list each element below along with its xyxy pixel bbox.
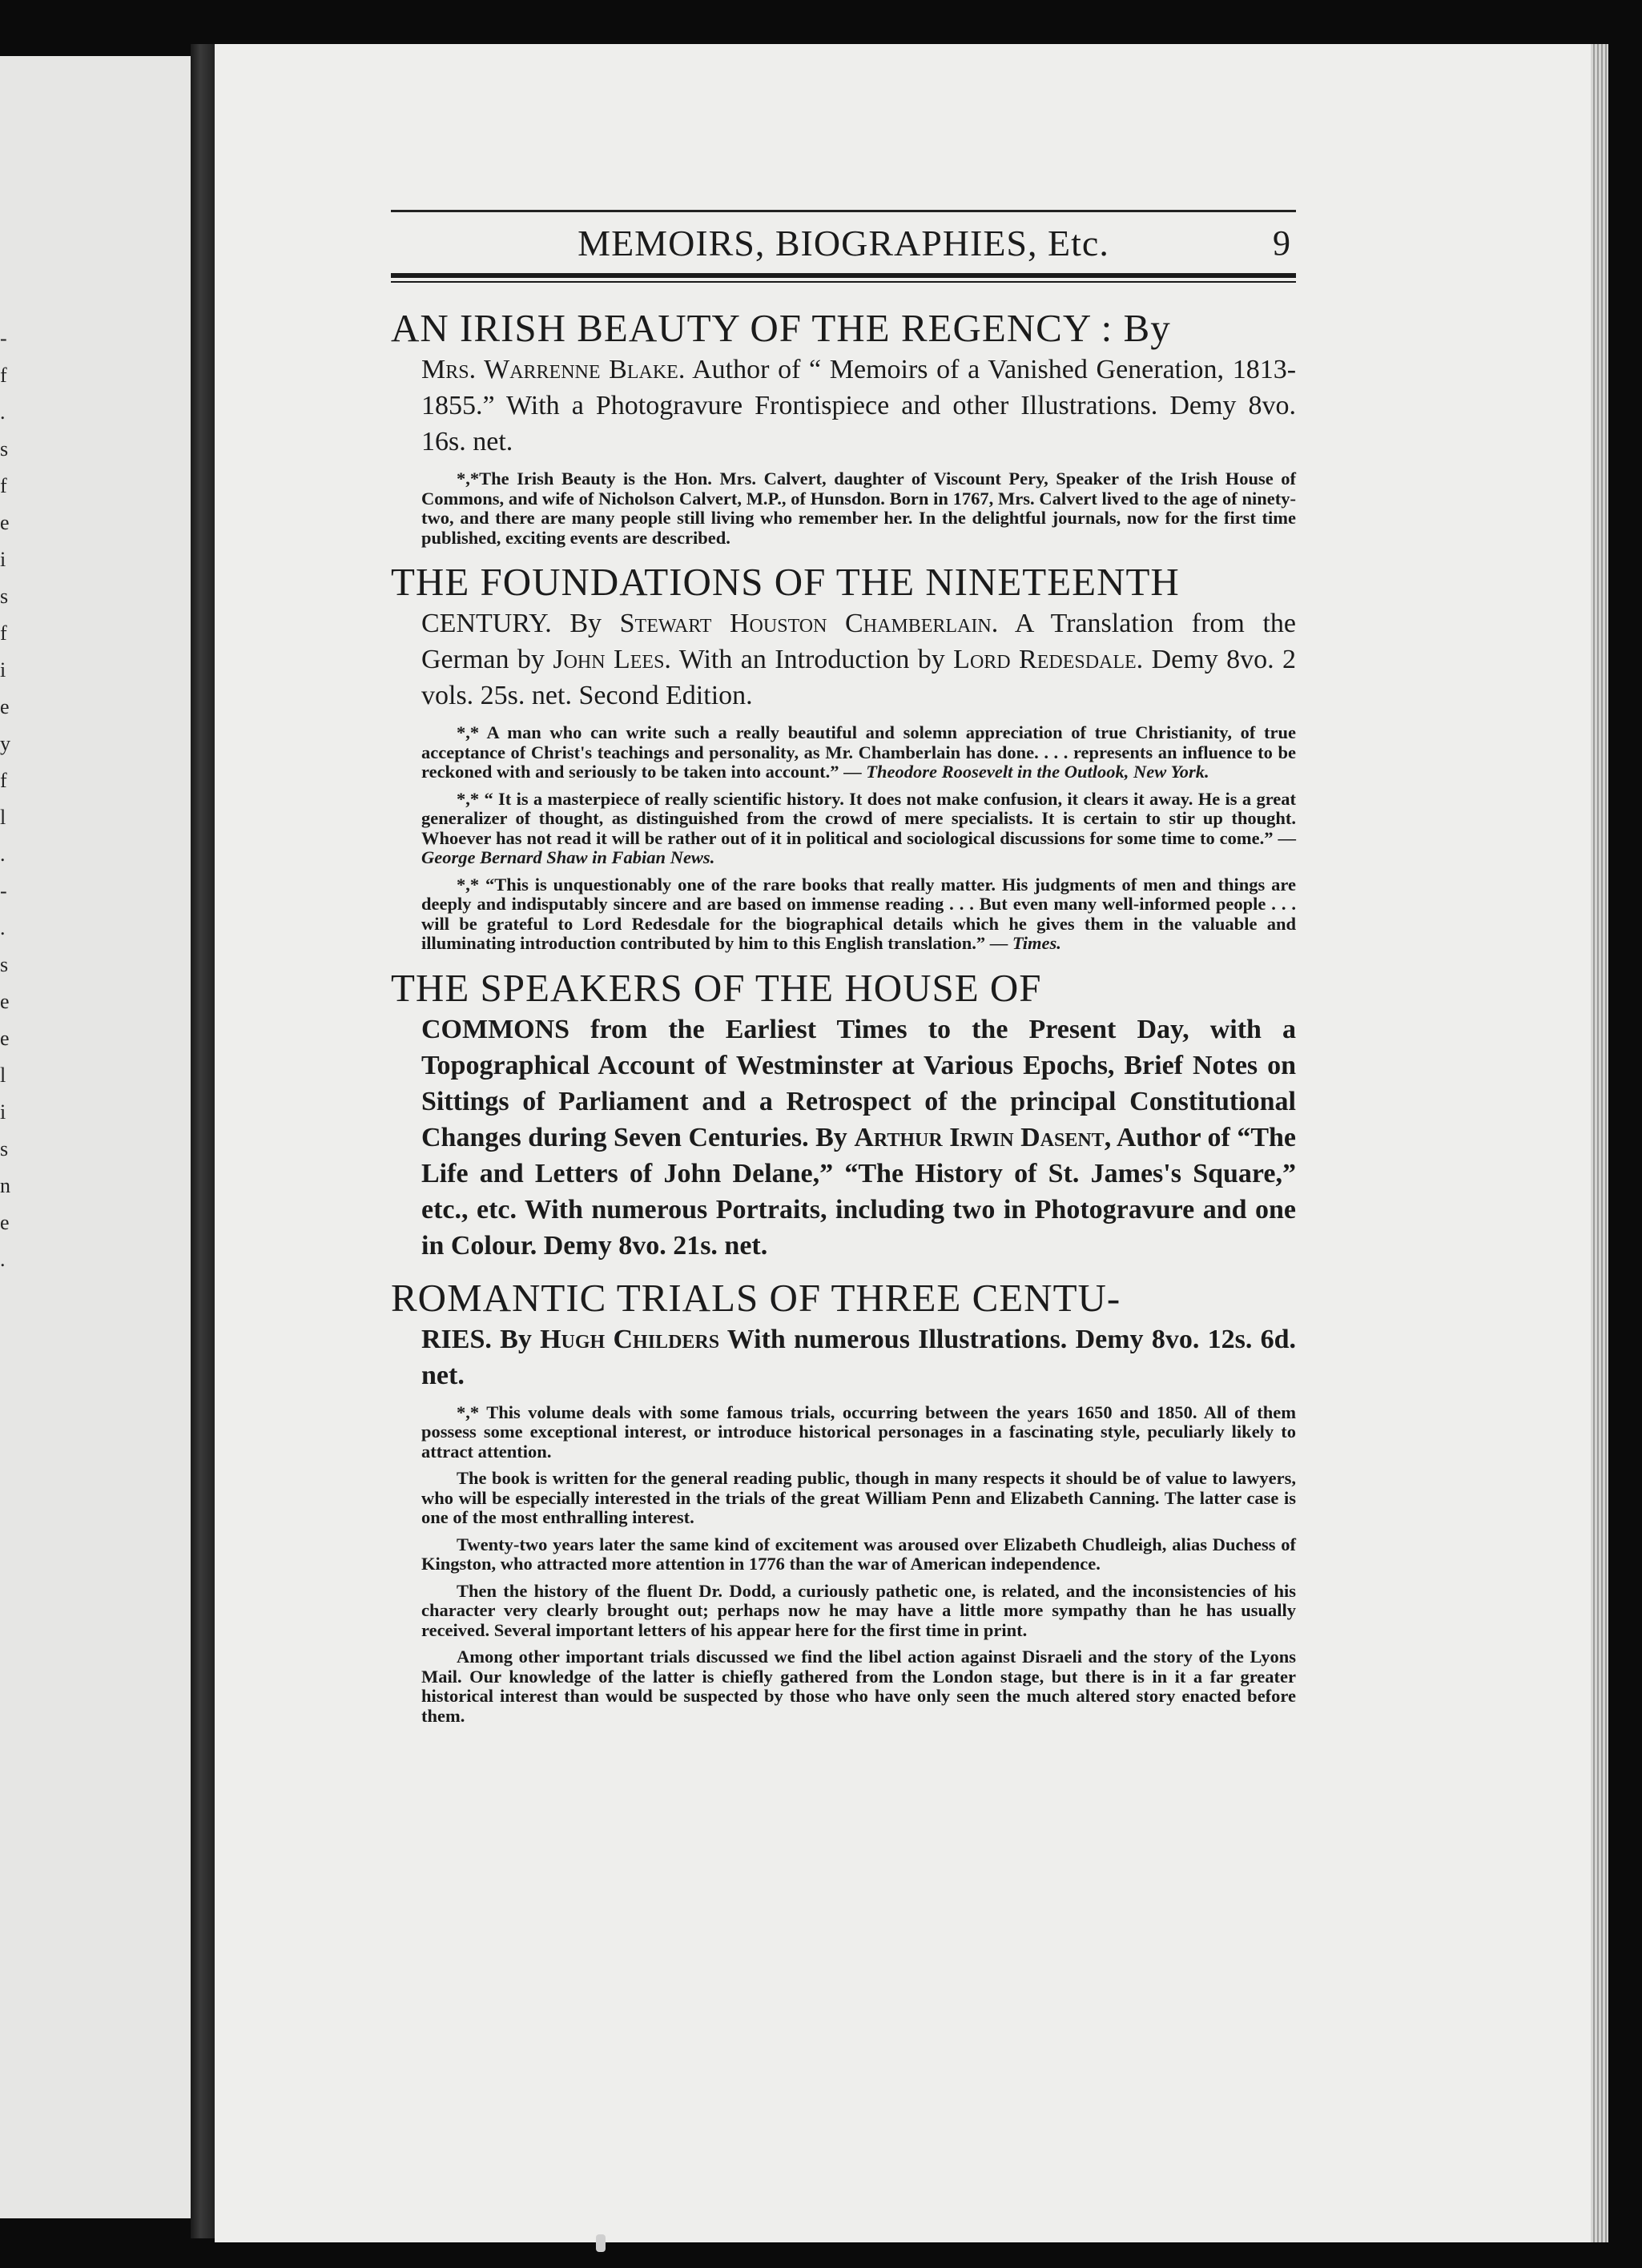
book-details: With numerous Illustrations. Demy 8vo. 12s. 6d. net. — [421, 1324, 1297, 1390]
author-name: Hugh Childers — [540, 1324, 720, 1354]
margin-char: . — [0, 400, 6, 424]
margin-char: f — [0, 621, 7, 645]
margin-char: y — [0, 732, 10, 755]
margin-char: i — [0, 658, 6, 682]
book-details: Demy 8vo. 2 vols. 25s. net. Second Edition. — [421, 645, 1297, 710]
book-details: A Translation from the German by — [421, 609, 1296, 674]
previous-page-edge — [0, 56, 191, 2218]
margin-char: e — [0, 1211, 10, 1234]
quote-attribution: George Bernard Shaw in Fabian News. — [421, 847, 715, 867]
book-details: Author of “ Memoirs of a Vanished Generation, 1813-1855.” With a Photogravure Frontispiece and other Illustrations. Demy 8vo. 16s. net. — [421, 355, 1297, 456]
note-paragraph — [421, 1469, 1296, 1528]
margin-char: f — [0, 474, 7, 497]
note-text: *,*The Irish Beauty is the Hon. Mrs. Calvert, daughter of Viscount Pery, Speaker of the Irish House of Commons, and wife of Nicholson Calvert, M.P., of Hunsdon. Born in 1767, Mrs. Calvert lived to the age of ninety-two, and there are many people still living who remember her. In the delightful journals, now for the first time published, exciting events are described. — [421, 468, 1296, 548]
note-text: The book is written for the general reading public, though in many respects it should be of value to lawyers, who will be especially interested in the trials of the great William Penn and Elizabeth Canning. The latter case is one of the most enthralling interest. — [421, 1468, 1296, 1527]
review-quote — [421, 875, 1296, 954]
margin-char: s — [0, 953, 9, 976]
book-title: THE FOUNDATIONS OF THE NINETEENTH — [391, 560, 1180, 604]
book-entry-speakers — [391, 965, 1296, 1264]
introducer-name: Lord Redesdale. — [953, 645, 1144, 674]
margin-char: . — [0, 916, 6, 939]
margin-char: s — [0, 437, 9, 460]
book-details: RIES. By — [421, 1324, 532, 1354]
previous-page-margin-text — [0, 320, 24, 1278]
running-head — [391, 219, 1296, 268]
quote-text: *,* “ It is a masterpiece of really scientific history. It does not make confusion, it clears it away. He is a great generalizer of thought, as distinguished from the crowd of mere specialists. It is certain to stir up thought. Whoever has not read it will be rather out of it in political and sociological discussions for some time to come.” — — [421, 788, 1296, 848]
book-description — [391, 1011, 1296, 1264]
book-notes — [391, 1403, 1296, 1727]
book-details: With an Introduction by — [678, 645, 945, 674]
note-text: Then the history of the fluent Dr. Dodd, a curiously pathetic one, is related, and the inconsistencies of his character very clearly brought out; perhaps now he may have a little more sympathy than he has usually received. Several important letters of his appear here for the first time in print. — [421, 1580, 1296, 1640]
note-paragraph — [421, 1403, 1296, 1462]
book-notes — [391, 469, 1296, 548]
book-gutter — [191, 44, 215, 2238]
page-stack-edge — [1591, 44, 1608, 2242]
margin-char: s — [0, 585, 9, 608]
author-name: Stewart Houston Chamberlain. — [619, 609, 999, 638]
review-quote — [421, 790, 1296, 868]
margin-char: f — [0, 769, 7, 792]
quote-attribution: Theodore Roosevelt in the Outlook, New York. — [866, 762, 1209, 782]
book-description — [391, 1321, 1296, 1393]
book-details: COMMONS from the Earliest Times to the Present Day, with a Topographical Account of Westminster at Various Epochs, Brief Notes on Sittings of Parliament and a Retrospect of the principal Constitutional Changes during Seven Centuries. By — [421, 1014, 1296, 1152]
margin-char: . — [0, 1248, 6, 1271]
right-border — [1608, 44, 1642, 2242]
book-title: AN IRISH BEAUTY OF THE REGENCY : By — [391, 306, 1171, 350]
margin-char: - — [0, 879, 7, 903]
note-paragraph — [421, 1582, 1296, 1641]
book-details: CENTURY. By — [421, 609, 602, 638]
margin-char: s — [0, 1137, 9, 1160]
note-paragraph — [421, 1535, 1296, 1574]
book-title: THE SPEAKERS OF THE HOUSE OF — [391, 965, 1042, 1010]
header-rule-thick — [391, 273, 1296, 278]
note-paragraph — [421, 1647, 1296, 1726]
note-paragraph — [421, 469, 1296, 548]
review-quote — [421, 723, 1296, 782]
margin-char: e — [0, 990, 10, 1013]
margin-char: e — [0, 511, 10, 534]
margin-char: l — [0, 806, 6, 829]
header-rule-thin — [391, 281, 1296, 283]
margin-char: e — [0, 695, 10, 718]
header-rule-top — [391, 210, 1296, 212]
quote-attribution: Times. — [1012, 933, 1061, 953]
note-text: Twenty-two years later the same kind of excitement was aroused over Elizabeth Chudleigh, alias Duchess of Kingston, who attracted more attention in 1776 than the war of American independence. — [421, 1534, 1296, 1574]
margin-char: i — [0, 548, 6, 571]
book-details: Author of “The Life and Letters of John Delane,” “The History of St. James's Square,” etc., etc. With numerous Portraits, including two in Photogravure and one in Colour. Demy 8vo. 21s. net. — [421, 1122, 1297, 1261]
quote-text: *,* “This is unquestionably one of the rare books that really matter. His judgments of men and things are deeply and indisputably sincere and are based on immense reading . . . But even many well-informed people . . . will be grateful to Lord Redesdale for the biographical details which he gives them in the valuable and illuminating introduction contributed by him to this English translation.” — — [421, 874, 1296, 953]
margin-char: - — [0, 327, 7, 350]
page-number: 9 — [1273, 223, 1291, 263]
note-text: Among other important trials discussed we find the libel action against Disraeli and the story of the Lyons Mail. Our knowledge of the latter is chiefly gathered from the London stage, but there is in it a far greater historical interest than would be suspected by those who have only seen the much altered story enacted before them. — [421, 1647, 1296, 1726]
book-description — [391, 352, 1296, 460]
author-name: Arthur Irwin Dasent, — [854, 1122, 1112, 1152]
margin-char: n — [0, 1174, 10, 1197]
page-content — [391, 210, 1296, 1737]
margin-char: . — [0, 842, 6, 866]
quote-text: *,* A man who can write such a really beautiful and solemn appreciation of true Christianity, of true acceptance of Christ's teachings and personality, as Mr. Chamberlain has done. . . . represents an influence to be reckoned with and seriously to be taken into account.” — — [421, 722, 1296, 782]
author-name: Mrs. Warrenne Blake. — [421, 355, 686, 384]
running-head-title: MEMOIRS, BIOGRAPHIES, Etc. — [578, 223, 1109, 263]
book-notes — [391, 723, 1296, 954]
margin-char: l — [0, 1064, 6, 1087]
note-text: *,* This volume deals with some famous trials, occurring between the years 1650 and 1850. All of them possess some exceptional interest, or introduce historical personages in a fascinating style, peculiarly likely to attract attention. — [421, 1401, 1296, 1462]
margin-char: i — [0, 1100, 6, 1124]
book-description — [391, 605, 1296, 714]
margin-char: e — [0, 1027, 10, 1050]
clip-mark — [596, 2234, 606, 2252]
book-entry-foundations — [391, 559, 1296, 954]
book-entry-romantic-trials — [391, 1275, 1296, 1727]
translator-name: John Lees. — [553, 645, 671, 674]
margin-char: f — [0, 364, 7, 387]
book-title: ROMANTIC TRIALS OF THREE CENTU- — [391, 1275, 1121, 1320]
book-entry-irish-beauty — [391, 305, 1296, 548]
